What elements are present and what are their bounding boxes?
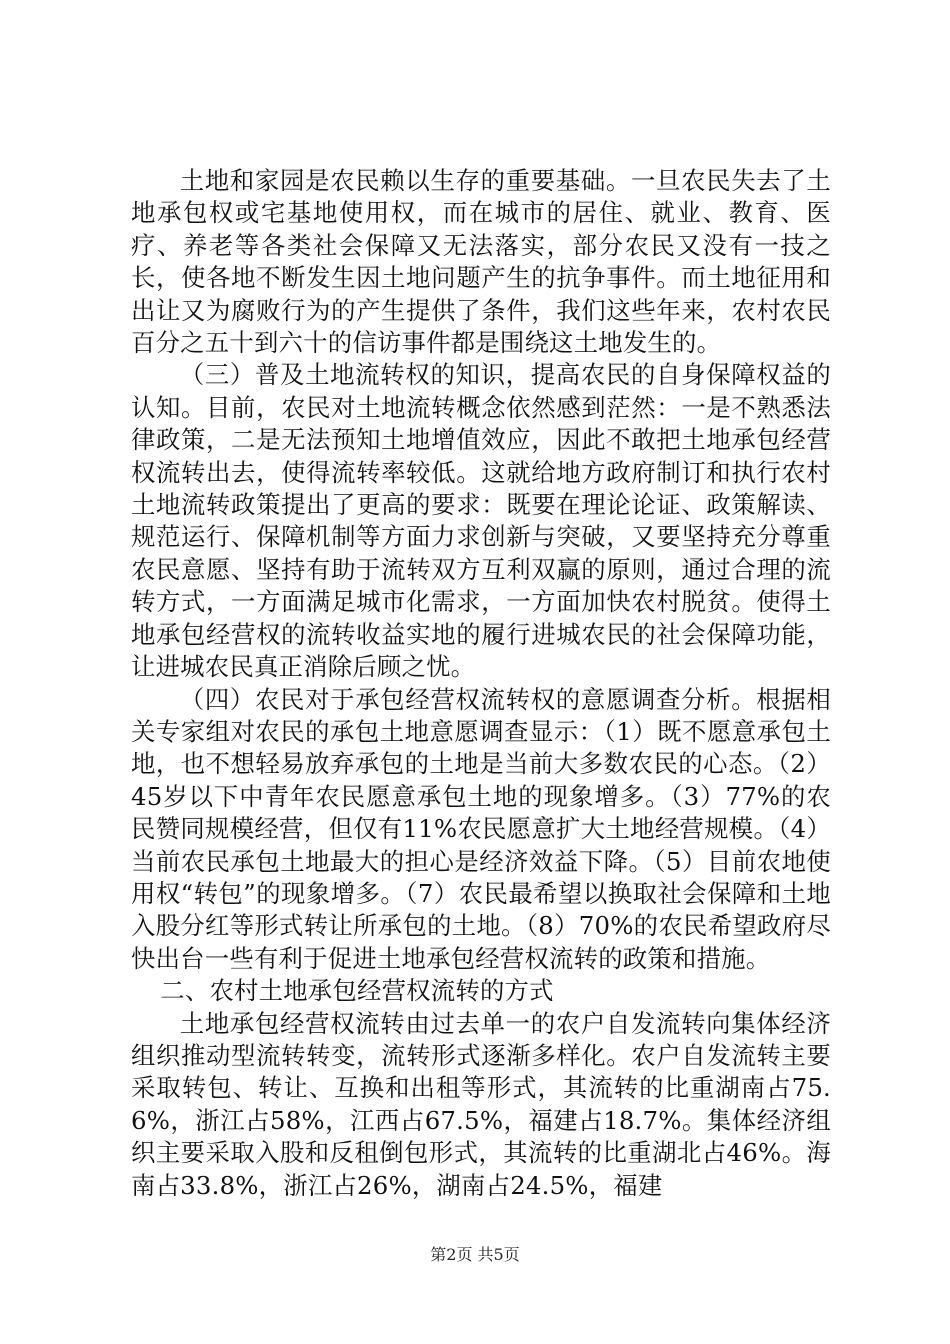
document-body <box>131 165 831 1202</box>
paragraph-land-homeland: 土地和家园是农民赖以生存的重要基础。一旦农民失去了土地承包权或宅基地使用权，而在城市的居住、就业、教育、医疗、养老等各类社会保障又无法落实，部分农民又没有一技之长，使各地不断发生因土地问题产生的抗争事件。而土地征用和出让又为腐败行为的产生提供了条件，我们这些年来，农村农民百分之五十到六十的信访事件都是围绕这土地发生的。 <box>131 166 831 358</box>
section-heading-transfer-methods: 二、农村土地承包经营权流转的方式 <box>160 976 554 1006</box>
paragraph-transfer-methods: 土地承包经营权流转由过去单一的农户自发流转向集体经济组织推动型流转转变，流转形式逐渐多样化。农户自发流转主要采取转包、转让、互换和出租等形式，其流转的比重湖南占75.6%，浙江占58%，江西占67.5%，福建占18.7%。集体经济组织主要采取入股和反租倒包形式，其流转的比重湖北占46%。海南占33.8%，浙江占26%，湖南占24.5%，福建 <box>131 1008 831 1200</box>
paragraph-section-four: （四）农民对于承包经营权流转权的意愿调查分析。根据相关专家组对农民的承包土地意愿调查显示：（1）既不愿意承包土地，也不想轻易放弃承包的土地是当前大多数农民的心态。（2）45岁以下中青年农民愿意承包土地的现象增多。（3）77%的农民赞同规模经营，但仅有11%农民愿意扩大土地经营规模。（4）当前农民承包土地最大的担心是经济效益下降。（5）目前农地使用权“转包”的现象增多。（7）农民最希望以换取社会保障和土地入股分红等形式转让所承包的土地。（8）70%的农民希望政府尽快出台一些有利于促进土地承包经营权流转的政策和措施。 <box>131 684 831 973</box>
paragraph-section-three: （三）普及土地流转权的知识，提高农民的自身保障权益的认知。目前，农民对土地流转概念依然感到茫然：一是不熟悉法律政策，二是无法预知土地增值效应，因此不敢把土地承包经营权流转出去，使得流转率较低。这就给地方政府制订和执行农村土地流转政策提出了更高的要求：既要在理论论证、政策解读、规范运行、保障机制等方面力求创新与突破，又要坚持充分尊重农民意愿、坚持有助于流转双方互利双赢的原则，通过合理的流转方式，一方面满足城市化需求，一方面加快农村脱贫。使得土地承包经营权的流转收益实地的履行进城农民的社会保障功能，让进城农民真正消除后顾之忧。 <box>131 360 831 682</box>
page-footer: 第2页 共5页 <box>430 1245 520 1264</box>
